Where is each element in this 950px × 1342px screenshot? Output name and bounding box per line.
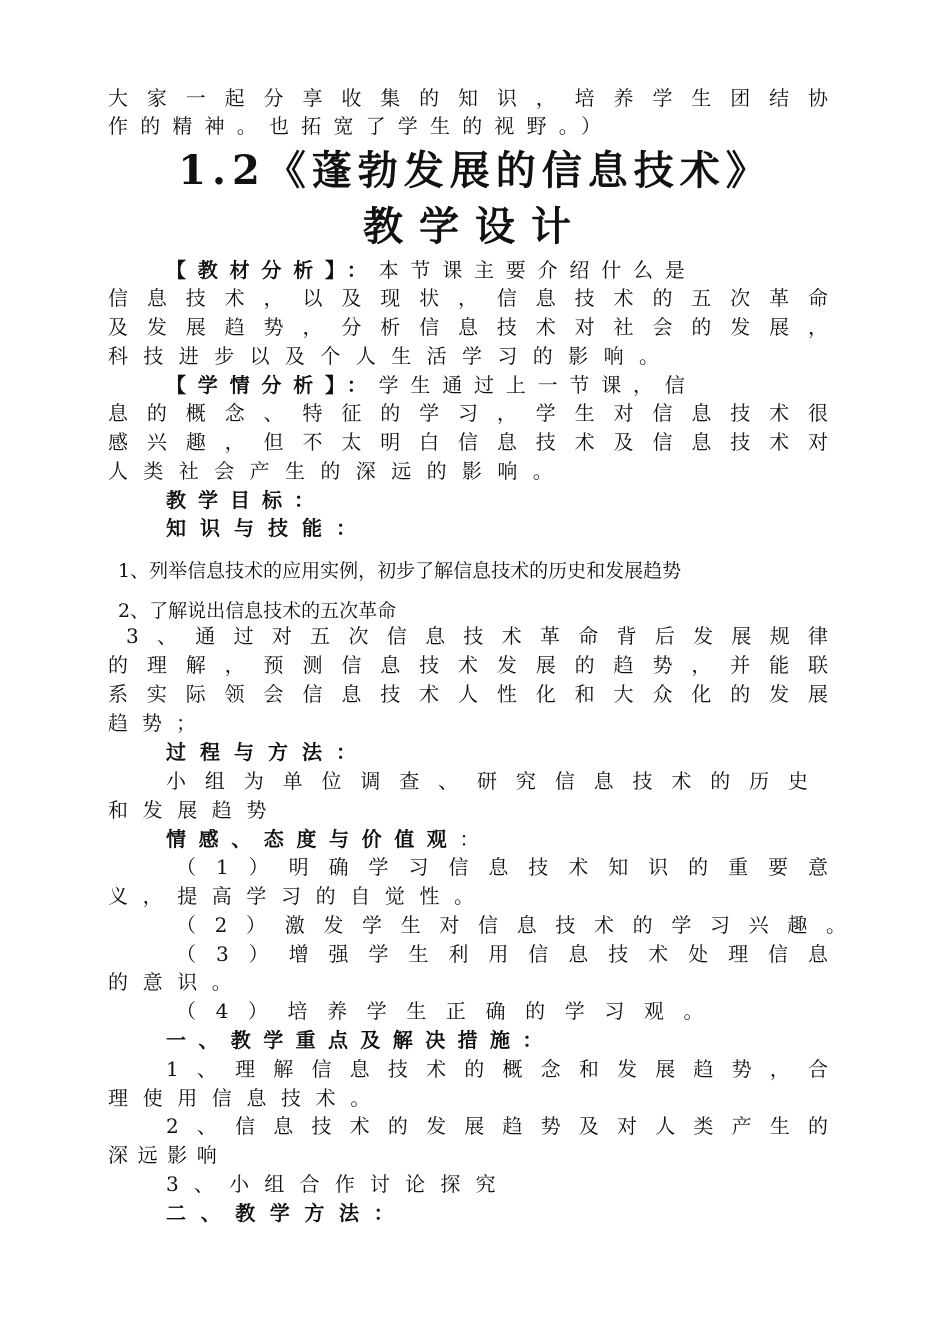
emotion-heading-line (166, 825, 808, 853)
process-heading: 过程与方法： (166, 740, 370, 764)
knowledge-item-3-line-2: 的理解，预测信息技术发展的趋势，并能联 (108, 653, 828, 677)
student-analysis-text: 学生通过上一节课，信 (378, 373, 697, 397)
intro-line-1: 大家一起分享收集的知识，培养学生团结协 (108, 86, 828, 110)
emotion-heading-colon: ： (459, 827, 493, 851)
emotion-item-4: （4）培养学生正确的学习观。 (176, 999, 724, 1023)
key-point-1-line-2: 理使用信息技术。 (108, 1086, 385, 1110)
document-title: 1.2《蓬勃发展的信息技术》 (178, 147, 772, 194)
emotion-item-3-line-1: （3）增强学生利用信息技术处理信息 (176, 942, 828, 966)
material-analysis-line-4: 科技进步以及个人生活学习的影响。 (108, 344, 675, 368)
material-analysis-line-3: 及发展趋势，分析信息技术对社会的发展， (108, 315, 828, 339)
knowledge-item-3-line-3: 系实际领会信息技术人性化和大众化的发展 (108, 682, 828, 706)
student-analysis-label: 【学情分析】： (166, 373, 379, 397)
student-analysis-line-3: 感兴趣，但不太明白信息技术及信息技术对 (108, 430, 828, 454)
knowledge-item-1: 1、列举信息技术的应用实例，初步了解信息技术的历史和发展趋势 (118, 560, 682, 582)
key-point-3: 3、小组合作讨论探究 (166, 1172, 511, 1196)
knowledge-item-2: 2、了解说出信息技术的五次革命 (118, 600, 397, 622)
process-line-1: 小组为单位调查、研究信息技术的历史 (166, 769, 808, 793)
knowledge-item-3-line-1: 3、通过对五次信息技术革命背后发展规律 (126, 624, 828, 648)
intro-line-2: 作的精神。也拓宽了学生的视野。） (108, 114, 614, 138)
material-analysis-label: 【教材分析】： (166, 258, 379, 282)
key-points-heading: 一、教学重点及解决措施： (166, 1028, 555, 1052)
emotion-heading: 情感、态度与价值观 (166, 827, 460, 851)
goals-heading: 教学目标： (166, 488, 326, 512)
student-analysis-line-4: 人类社会产生的深远的影响。 (108, 459, 569, 483)
student-analysis-line-2: 息的概念、特征的学习，学生对信息技术很 (108, 401, 828, 425)
material-analysis-text: 本节课主要介绍什么是 (378, 258, 697, 282)
emotion-item-1-line-2: 义，提高学习的自觉性。 (108, 884, 489, 908)
key-point-2-line-2: 深远影响 (108, 1143, 227, 1167)
student-analysis-first-line (166, 371, 826, 399)
methods-heading: 二、教学方法： (166, 1201, 409, 1225)
emotion-item-3-line-2: 的意识。 (108, 970, 247, 994)
key-point-1-line-1: 1、理解信息技术的概念和发展趋势，合 (166, 1057, 828, 1081)
document-subtitle: 教学设计 (363, 203, 587, 250)
material-analysis-first-line (166, 256, 826, 284)
emotion-item-1-line-1: （1）明确学习信息技术知识的重要意 (176, 855, 828, 879)
key-point-2-line-1: 2、信息技术的发展趋势及对人类产生的 (166, 1114, 828, 1138)
material-analysis-line-2: 信息技术，以及现状，信息技术的五次革命 (108, 286, 828, 310)
emotion-item-2: （2）激发学生对信息技术的学习兴趣。 (176, 913, 846, 937)
process-line-2: 和发展趋势 (108, 798, 281, 822)
knowledge-heading: 知识与技能： (166, 516, 370, 540)
knowledge-item-3-line-4: 趋势； (108, 711, 210, 735)
